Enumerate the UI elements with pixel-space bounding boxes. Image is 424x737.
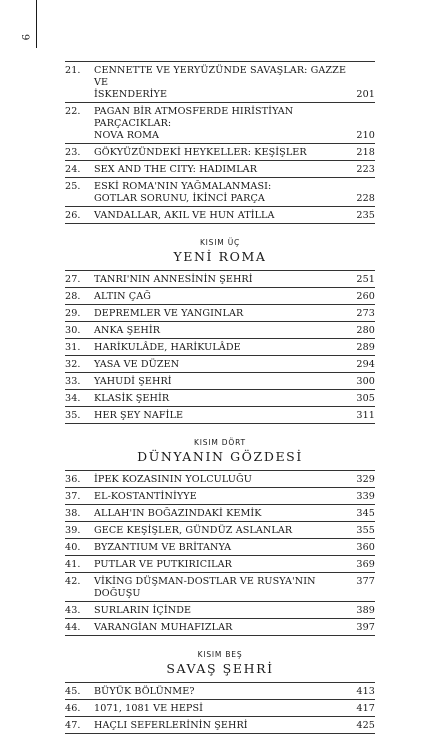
- chapter-number: 38.: [65, 508, 81, 519]
- chapter-title-block: [94, 491, 375, 503]
- chapter-number: 33.: [65, 376, 81, 387]
- divider: [65, 504, 375, 505]
- page-ref: 339: [356, 491, 375, 502]
- toc-entry: [65, 525, 375, 537]
- page-ref: 413: [356, 686, 375, 697]
- divider: [65, 102, 375, 103]
- chapter-title-block: [94, 559, 375, 571]
- chapter-title: PAGAN BİR ATMOSFERDE HIRİSTİYAN PARÇACIKLAR:: [94, 106, 294, 129]
- chapter-number: 40.: [65, 542, 81, 553]
- chapter-title: TANRI'NIN ANNESİNİN ŞEHRİ: [94, 274, 253, 285]
- toc-entry: [65, 686, 375, 698]
- chapter-title: ALTIN ÇAĞ: [94, 291, 151, 302]
- chapter-number: 36.: [65, 474, 81, 485]
- chapter-title-line: [94, 308, 375, 320]
- chapter-title-block: [94, 542, 375, 554]
- page-ref: 251: [356, 274, 375, 285]
- chapter-title-line: [94, 89, 375, 101]
- page-ref: 228: [356, 193, 375, 204]
- chapter-title-line: [94, 703, 375, 715]
- chapter-title: SURLARIN İÇİNDE: [94, 605, 192, 616]
- divider: [65, 287, 375, 288]
- chapter-title-block: [94, 720, 375, 732]
- toc-entry: [65, 291, 375, 303]
- toc-entry: [65, 542, 375, 554]
- toc-entry: [65, 210, 375, 222]
- page-ref: 280: [356, 325, 375, 336]
- page-ref: 425: [356, 720, 375, 731]
- chapter-title-line: [94, 720, 375, 732]
- chapter-title: İSKENDERİYE: [94, 89, 168, 100]
- divider: [65, 355, 375, 356]
- chapter-title: DEPREMLER VE YANGINLAR: [94, 308, 244, 319]
- chapter-title-line: [94, 508, 375, 520]
- chapter-number: 35.: [65, 410, 81, 421]
- chapter-title-line: [94, 559, 375, 571]
- chapter-title-line: [94, 291, 375, 303]
- toc-entry: [65, 376, 375, 388]
- chapter-number: 27.: [65, 274, 81, 285]
- chapter-title-block: [94, 605, 375, 617]
- divider: [65, 206, 375, 207]
- page-ref: 305: [356, 393, 375, 404]
- chapter-title-block: [94, 291, 375, 303]
- chapter-title-block: [94, 703, 375, 715]
- chapter-title-block: [94, 474, 375, 486]
- page-ref: 355: [356, 525, 375, 536]
- toc-entry: [65, 703, 375, 715]
- toc-entry: [65, 474, 375, 486]
- chapter-title: VARANGİAN MUHAFIZLAR: [94, 622, 233, 633]
- divider: [65, 618, 375, 619]
- chapter-title: VİKİNG DÜŞMAN-DOSTLAR VE RUSYA'NIN DOĞUŞU: [94, 576, 316, 599]
- chapter-title-line: [94, 325, 375, 337]
- chapter-title-block: [94, 308, 375, 320]
- chapter-title-block: [94, 622, 375, 634]
- page-ref: 289: [356, 342, 375, 353]
- chapter-title: HARİKULÂDE, HARİKULÂDE: [94, 342, 241, 353]
- chapter-title: ANKA ŞEHİR: [94, 325, 161, 336]
- chapter-title-line: [94, 542, 375, 554]
- chapter-number: 22.: [65, 106, 81, 117]
- page-ref: 360: [356, 542, 375, 553]
- chapter-title-block: [94, 274, 375, 286]
- chapter-number: 47.: [65, 720, 81, 731]
- chapter-number: 23.: [65, 147, 81, 158]
- page-ref: 329: [356, 474, 375, 485]
- chapter-title-block: [94, 410, 375, 422]
- chapter-title: EL-KOSTANTİNİYYE: [94, 491, 197, 502]
- chapter-title: CENNETTE VE YERYÜZÜNDE SAVAŞLAR: GAZZE VE: [94, 65, 347, 88]
- chapter-number: 25.: [65, 181, 81, 192]
- divider: [65, 143, 375, 144]
- chapter-title: İPEK KOZASININ YOLCULUĞU: [94, 474, 252, 485]
- divider: [65, 682, 375, 683]
- divider: [65, 538, 375, 539]
- page-ref: 345: [356, 508, 375, 519]
- page-ref: 210: [356, 130, 375, 141]
- page-ref: 369: [356, 559, 375, 570]
- chapter-title: HER ŞEY NAFİLE: [94, 410, 184, 421]
- chapter-title: GÖKYÜZÜNDEKİ HEYKELLER: KEŞİŞLER: [94, 147, 307, 158]
- divider: [65, 572, 375, 573]
- chapter-title: PUTLAR VE PUTKIRICILAR: [94, 559, 232, 570]
- divider: [65, 635, 375, 636]
- chapter-title-line: [94, 130, 375, 142]
- chapter-title-line: [94, 210, 375, 222]
- chapter-title-block: [94, 508, 375, 520]
- table-of-contents: [65, 60, 375, 737]
- chapter-title-block: [94, 393, 375, 405]
- chapter-title: HAÇLI SEFERLERİNİN ŞEHRİ: [94, 720, 248, 731]
- chapter-number: 42.: [65, 576, 81, 587]
- chapter-title: YAHUDİ ŞEHRİ: [94, 376, 172, 387]
- chapter-title-block: [94, 342, 375, 354]
- divider: [65, 223, 375, 224]
- page-ref: 201: [356, 89, 375, 100]
- chapter-number: 39.: [65, 525, 81, 536]
- toc-entry: [65, 559, 375, 571]
- chapter-number: 34.: [65, 393, 81, 404]
- part-title: DÜNYANIN GÖZDESİ: [137, 449, 303, 464]
- divider: [65, 521, 375, 522]
- divider: [65, 487, 375, 488]
- page-ref: 311: [356, 410, 375, 421]
- chapter-title-block: [94, 325, 375, 337]
- chapter-title-block: [94, 181, 375, 205]
- chapter-number: 30.: [65, 325, 81, 336]
- chapter-title-line: [94, 576, 375, 600]
- toc-entry: [65, 576, 375, 600]
- toc-entry: [65, 622, 375, 634]
- chapter-title: KLASİK ŞEHİR: [94, 393, 170, 404]
- page-ref: 397: [356, 622, 375, 633]
- toc-entry: [65, 393, 375, 405]
- divider: [65, 372, 375, 373]
- chapter-title-line: [94, 686, 375, 698]
- page-ref: [351, 65, 375, 89]
- part-title: YENİ ROMA: [173, 249, 267, 264]
- page-ref: 294: [356, 359, 375, 370]
- page-ref: 223: [356, 164, 375, 175]
- divider: [65, 321, 375, 322]
- divider: [65, 338, 375, 339]
- toc-entry: [65, 274, 375, 286]
- chapter-title-block: [94, 576, 375, 600]
- divider: [65, 389, 375, 390]
- chapter-title: NOVA ROMA: [94, 130, 160, 141]
- chapter-title: GECE KEŞİŞLER, GÜNDÜZ ASLANLAR: [94, 525, 293, 536]
- chapter-number: 45.: [65, 686, 81, 697]
- part-label: KISIM DÖRT: [194, 438, 246, 447]
- page-ref: 417: [356, 703, 375, 714]
- chapter-number: 26.: [65, 210, 81, 221]
- chapter-title: YASA VE DÜZEN: [94, 359, 180, 370]
- chapter-number: 41.: [65, 559, 81, 570]
- page-ref: 377: [356, 576, 375, 587]
- chapter-number: 28.: [65, 291, 81, 302]
- chapter-title-line: [94, 474, 375, 486]
- chapter-title-line: [94, 525, 375, 537]
- chapter-title-line: [94, 181, 375, 193]
- divider: [65, 61, 375, 62]
- page-ref: 300: [356, 376, 375, 387]
- divider: [65, 160, 375, 161]
- part-label: KISIM BEŞ: [197, 650, 243, 659]
- chapter-title-line: [94, 410, 375, 422]
- toc-entry: [65, 106, 375, 142]
- chapter-title-block: [94, 359, 375, 371]
- chapter-number: 24.: [65, 164, 81, 175]
- toc-entry: [65, 410, 375, 422]
- chapter-title-line: [94, 65, 375, 89]
- chapter-title-block: [94, 376, 375, 388]
- toc-entry: [65, 147, 375, 159]
- chapter-title-block: [94, 106, 375, 142]
- chapter-title: 1071, 1081 VE HEPSİ: [94, 703, 204, 714]
- chapter-title-block: [94, 686, 375, 698]
- toc-entry: [65, 720, 375, 732]
- chapter-title: GOTLAR SORUNU, İKİNCİ PARÇA: [94, 193, 265, 204]
- page-ref: [351, 181, 375, 193]
- divider: [65, 470, 375, 471]
- chapter-title-line: [94, 376, 375, 388]
- part-label: KISIM ÜÇ: [199, 238, 241, 247]
- divider: [65, 406, 375, 407]
- chapter-title: SEX AND THE CITY: HADIMLAR: [94, 164, 258, 175]
- toc-entry: [65, 359, 375, 371]
- chapter-title: BÜYÜK BÖLÜNME?: [94, 686, 195, 697]
- chapter-number: 37.: [65, 491, 81, 502]
- chapter-title-line: [94, 164, 375, 176]
- chapter-title-block: [94, 525, 375, 537]
- chapter-title-line: [94, 622, 375, 634]
- chapter-title-block: [94, 65, 375, 101]
- toc-entry: [65, 325, 375, 337]
- part-title: SAVAŞ ŞEHRİ: [166, 661, 274, 676]
- toc-entry: [65, 308, 375, 320]
- chapter-title-line: [94, 359, 375, 371]
- chapter-number: 31.: [65, 342, 81, 353]
- divider: [65, 733, 375, 734]
- toc-entry: [65, 342, 375, 354]
- chapter-title-line: [94, 147, 375, 159]
- chapter-title: ESKİ ROMA'NIN YAĞMALANMASI:: [94, 181, 272, 192]
- chapter-number: 21.: [65, 65, 81, 76]
- chapter-title: VANDALLAR, AKIL VE HUN ATİLLA: [94, 210, 275, 221]
- toc-entry: [65, 65, 375, 101]
- chapter-title-line: [94, 393, 375, 405]
- page-ref: 389: [356, 605, 375, 616]
- page-number: 9: [19, 34, 30, 41]
- divider: [65, 699, 375, 700]
- toc-entry: [65, 164, 375, 176]
- chapter-title-line: [94, 605, 375, 617]
- toc-entry: [65, 181, 375, 205]
- chapter-number: 29.: [65, 308, 81, 319]
- chapter-title-line: [94, 193, 375, 205]
- divider: [65, 555, 375, 556]
- chapter-number: 43.: [65, 605, 81, 616]
- chapter-title-line: [94, 491, 375, 503]
- page-ref: 218: [356, 147, 375, 158]
- chapter-title-line: [94, 342, 375, 354]
- divider: [65, 177, 375, 178]
- chapter-title: BYZANTIUM VE BRİTANYA: [94, 542, 232, 553]
- chapter-title-line: [94, 106, 375, 130]
- page-ref: 273: [356, 308, 375, 319]
- chapter-number: 32.: [65, 359, 81, 370]
- page-ref: [351, 106, 375, 130]
- page-ref: 235: [356, 210, 375, 221]
- divider: [65, 270, 375, 271]
- chapter-title: ALLAH'IN BOĞAZINDAKİ KEMİK: [94, 508, 262, 519]
- divider: [65, 304, 375, 305]
- chapter-number: 46.: [65, 703, 81, 714]
- chapter-title-block: [94, 210, 375, 222]
- chapter-title-line: [94, 274, 375, 286]
- margin-rule: [36, 0, 37, 48]
- page-ref: 260: [356, 291, 375, 302]
- chapter-number: 44.: [65, 622, 81, 633]
- divider: [65, 601, 375, 602]
- toc-entry: [65, 491, 375, 503]
- chapter-title-block: [94, 147, 375, 159]
- divider: [65, 716, 375, 717]
- toc-entry: [65, 508, 375, 520]
- chapter-title-block: [94, 164, 375, 176]
- toc-entry: [65, 605, 375, 617]
- divider: [65, 423, 375, 424]
